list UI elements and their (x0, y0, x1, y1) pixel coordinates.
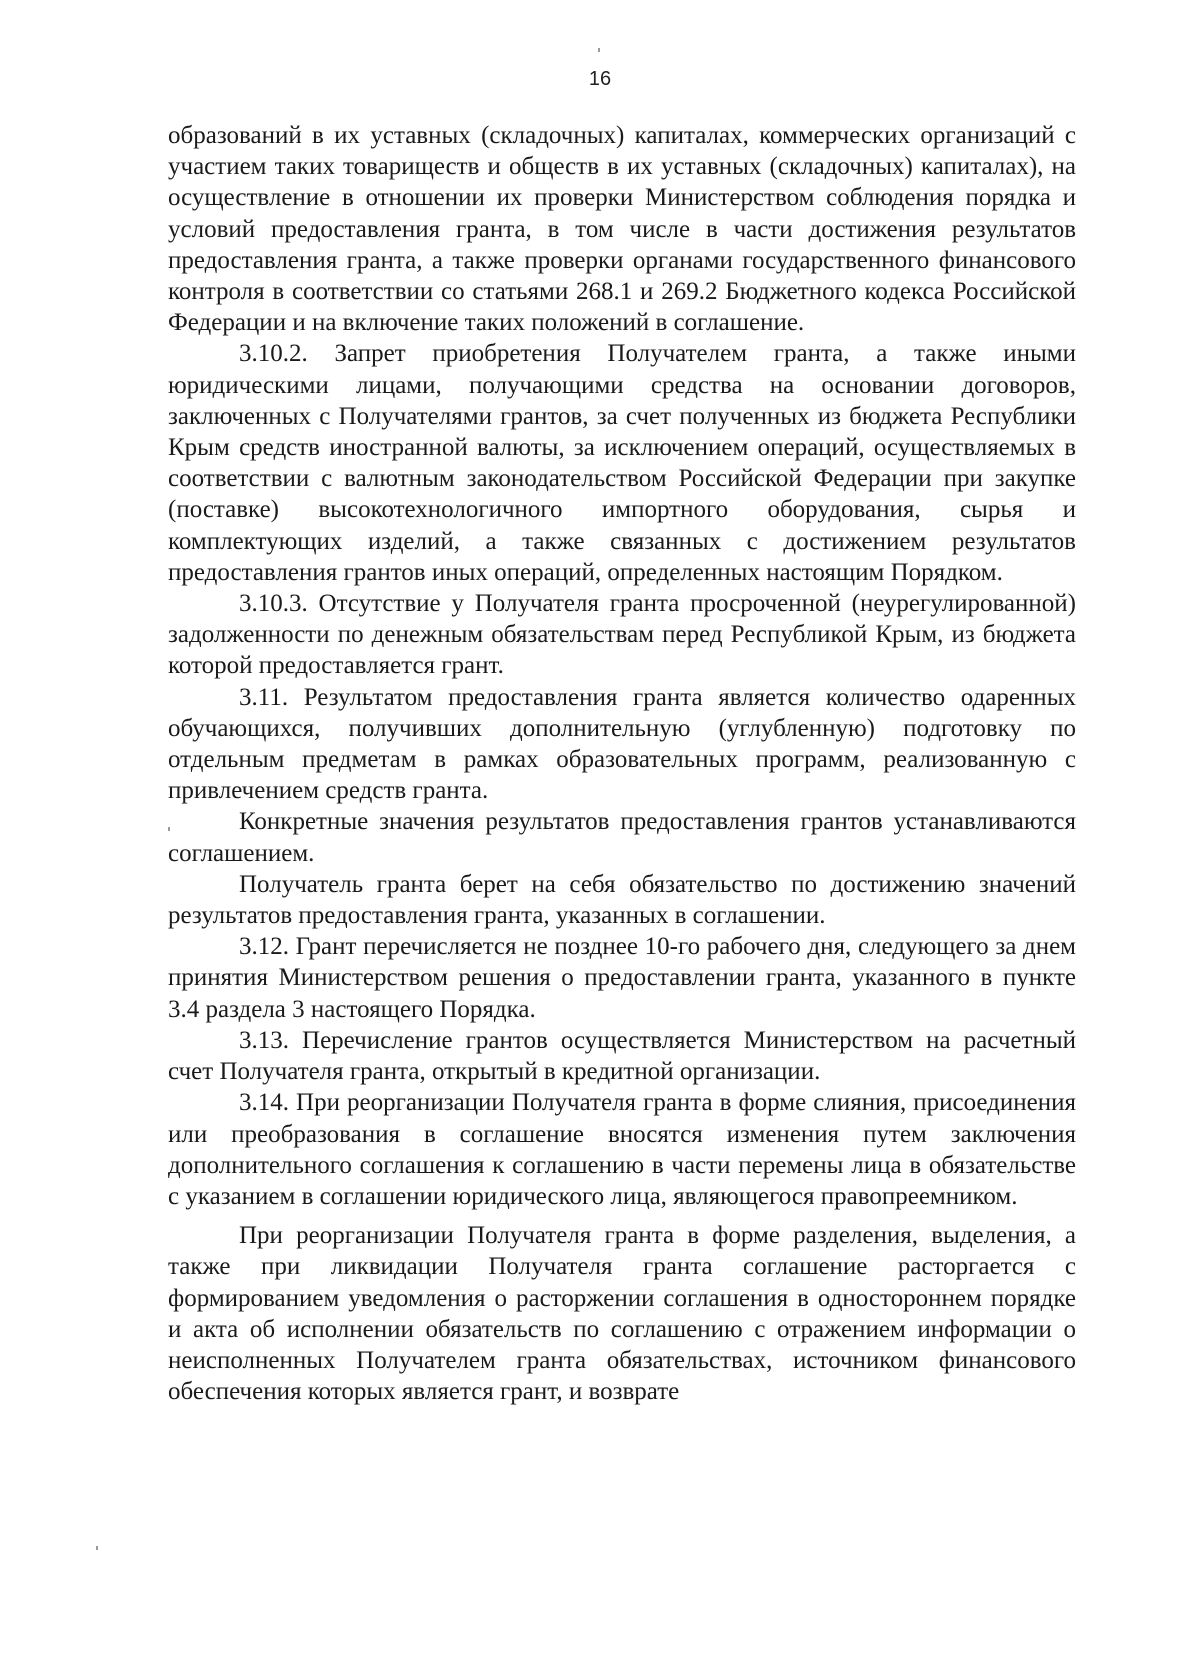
scan-speck-left (168, 827, 170, 831)
paragraph-3-11: 3.11. Результатом предоставления гранта является количество одаренных обучающихся, получивших дополнительную (углубленную) подготовку по отдельным предметам в рамках образовательных программ, реализованную с привлечением средств гранта. (168, 683, 1076, 805)
paragraph-3-12: 3.12. Грант перечисляется не позднее 10-го рабочего дня, следующего за днем принятия Министерством решения о предоставлении гранта, указанного в пункте 3.4 раздела 3 настоящего Порядка. (168, 933, 1076, 1023)
paragraph-3-14: 3.14. При реорганизации Получателя гранта в форме слияния, присоединения или преобразования в соглашение вносятся изменения путем заключения дополнительного соглашения к соглашению в части перемены лица в обязательстве с указанием в соглашении юридического лица, являющегося правопреемником. (168, 1089, 1076, 1210)
paragraph-continuation: образований в их уставных (складочных) капиталах, коммерческих организаций с участием таких товариществ и обществ в их уставных (складочных) капиталах), на осуществление в отношении их проверки Министерством соблюдения порядка и условий предоставления гранта, в том числе в части достижения результатов предоставления гранта, а также проверки органами государственного финансового контроля в соответствии со статьями 268.1 и 269.2 Бюджетного кодекса Российской Федерации и на включение таких положений в соглашение. (168, 122, 1076, 337)
document-body (168, 120, 1076, 1407)
paragraph-3-10-3: 3.10.3. Отсутствие у Получателя гранта просроченной (неурегулированной) задолженности по денежным обязательствам перед Республикой Крым, из бюджета которой предоставляется грант. (168, 590, 1076, 680)
paragraph-3-13: 3.13. Перечисление грантов осуществляется Министерством на расчетный счет Получателя гранта, открытый в кредитной организации. (168, 1026, 1076, 1086)
scan-speck-bottom (96, 1546, 98, 1550)
paragraph-recipient-obligation: Получатель гранта берет на себя обязательство по достижению значений результатов предоставления гранта, указанных в соглашении. (168, 870, 1076, 930)
page-number: 16 (588, 68, 612, 90)
paragraph-3-10-2: 3.10.2. Запрет приобретения Получателем гранта, а также иными юридическими лицами, получающими средства на основании договоров, заключенных с Получателями грантов, за счет полученных из бюджета Республики Крым средств иностранной валюты, за исключением операций, осуществляемых в соответствии с валютным законодательством Российской Федерации при закупке (поставке) высокотехнологичного импортного оборудования, сырья и комплектующих изделий, а также связанных с достижением результатов предоставления грантов иных операций, определенных настоящим Порядком. (168, 340, 1076, 586)
paragraph-reorganization-division: При реорганизации Получателя гранта в форме разделения, выделения, а также при ликвидации Получателя гранта соглашение расторгается с формированием уведомления о расторжении соглашения в одностороннем порядке и акта об исполнении обязательств по соглашению с отражением информации о неисполненных Получателем гранта обязательствах, источником финансового обеспечения которых является грант, и возврате (168, 1222, 1076, 1406)
scan-speck-top (598, 48, 600, 52)
paragraph-specific-values: Конкретные значения результатов предоставления грантов устанавливаются соглашением. (168, 808, 1076, 867)
